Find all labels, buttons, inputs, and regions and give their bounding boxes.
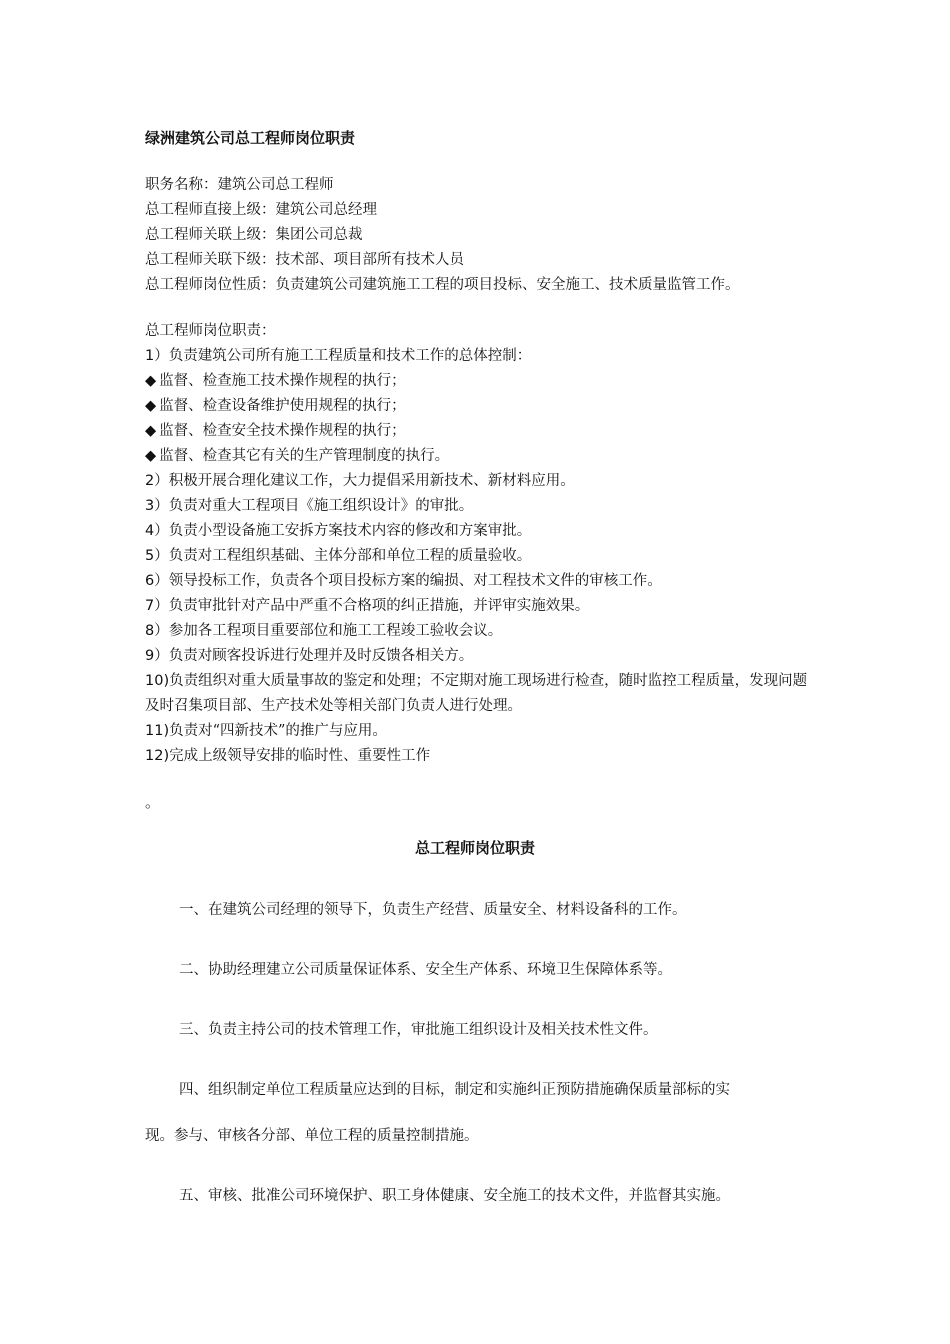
duty-item (145, 569, 825, 594)
duty-item (145, 744, 825, 769)
duty-text: 负责对“四新技术”的推广与应用。 (169, 723, 387, 739)
diamond-bullet-icon: ◆ (145, 423, 157, 439)
duty-item (145, 644, 825, 669)
bullet-text: 监督、检查安全技术操作规程的执行； (159, 423, 406, 439)
duty-number: 1） (145, 348, 169, 364)
duty-text: 负责审批针对产品中严重不合格项的纠正措施，并评审实施效果。 (168, 598, 590, 614)
duties-list (145, 319, 825, 769)
duties-heading: 总工程师岗位职责： (145, 323, 276, 339)
stray-period: 。 (145, 793, 161, 811)
duty-item (145, 344, 825, 369)
duty-text: 负责对顾客投诉进行处理并及时反馈各相关方。 (168, 648, 474, 664)
duty-text: 负责小型设备施工安拆方案技术内容的修改和方案审批。 (168, 523, 532, 539)
duty-number: 7） (145, 598, 169, 614)
duty-text: 负责建筑公司所有施工工程质量和技术工作的总体控制： (168, 348, 532, 364)
info-related-subordinates: 总工程师关联下级：技术部、项目部所有技术人员 (145, 252, 464, 268)
duty-text: 负责组织对重大质量事故的鉴定和处理；不定期对施工现场进行检查，随时监控工程质量，发现问题及时召集项目部、生产技术处等相关部门负责人进行处理。 (145, 673, 808, 714)
duty-bullet-item (145, 369, 825, 394)
duty-number: 9） (145, 648, 169, 664)
duty-item (145, 519, 825, 544)
duty-bullet-item (145, 394, 825, 419)
duty-text: 完成上级领导安排的临时性、重要性工作 (169, 748, 431, 764)
bullet-text: 监督、检查其它有关的生产管理制度的执行。 (159, 448, 450, 464)
duty-number: 2） (145, 473, 169, 489)
duty-item (145, 594, 825, 619)
info-position-name: 职务名称：建筑公司总工程师 (145, 177, 334, 193)
section-paragraph-1: 一、在建筑公司经理的领导下，负责生产经营、质量安全、材料设备科的工作。 (179, 902, 687, 918)
duty-item (145, 544, 825, 569)
section-paragraph-3: 三、负责主持公司的技术管理工作，审批施工组织设计及相关技术性文件。 (179, 1022, 658, 1038)
duty-number: 3） (145, 498, 169, 514)
diamond-bullet-icon: ◆ (145, 398, 157, 414)
section-paragraph-2: 二、协助经理建立公司质量保证体系、安全生产体系、环境卫生保障体系等。 (179, 962, 672, 978)
info-position-nature: 总工程师岗位性质：负责建筑公司建筑施工工程的项目投标、安全施工、技术质量监管工作。 (145, 277, 740, 293)
bullet-text: 监督、检查施工技术操作规程的执行； (159, 373, 406, 389)
duty-number: 4） (145, 523, 169, 539)
duty-number: 10) (145, 673, 170, 689)
duty-item (145, 619, 825, 644)
duty-item (145, 469, 825, 494)
duty-text: 负责对重大工程项目《施工组织设计》的审批。 (168, 498, 474, 514)
duty-number: 11) (145, 723, 170, 739)
diamond-bullet-icon: ◆ (145, 448, 157, 464)
diamond-bullet-icon: ◆ (145, 373, 157, 389)
duty-bullet-item (145, 444, 825, 469)
duty-text: 领导投标工作，负责各个项目投标方案的编损、对工程技术文件的审核工作。 (168, 573, 662, 589)
duty-text: 参加各工程项目重要部位和施工工程竣工验收会议。 (168, 623, 503, 639)
section-title: 总工程师岗位职责 (414, 839, 535, 857)
duty-text: 积极开展合理化建议工作，大力提倡采用新技术、新材料应用。 (168, 473, 575, 489)
duty-item (145, 719, 825, 744)
duty-number: 12) (145, 748, 170, 764)
section-paragraph-4-line-2: 现。参与、审核各分部、单位工程的质量控制措施。 (145, 1128, 479, 1144)
info-related-superior: 总工程师关联上级：集团公司总裁 (145, 227, 363, 243)
duty-number: 5） (145, 548, 169, 564)
duty-item (145, 494, 825, 519)
duty-number: 6） (145, 573, 169, 589)
bullet-text: 监督、检查设备维护使用规程的执行； (159, 398, 406, 414)
position-info (145, 173, 825, 298)
info-direct-superior: 总工程师直接上级：建筑公司总经理 (145, 202, 377, 218)
section-paragraph-4-line-1: 四、组织制定单位工程质量应达到的目标，制定和实施纠正预防措施确保质量部标的实 (179, 1082, 730, 1098)
duty-text: 负责对工程组织基础、主体分部和单位工程的质量验收。 (168, 548, 532, 564)
document-title: 绿洲建筑公司总工程师岗位职责 (145, 129, 356, 147)
duty-item (145, 669, 810, 719)
duty-bullet-item (145, 419, 825, 444)
duty-number: 8） (145, 623, 169, 639)
section-paragraph-5: 五、审核、批准公司环境保护、职工身体健康、安全施工的技术文件，并监督其实施。 (179, 1188, 730, 1204)
